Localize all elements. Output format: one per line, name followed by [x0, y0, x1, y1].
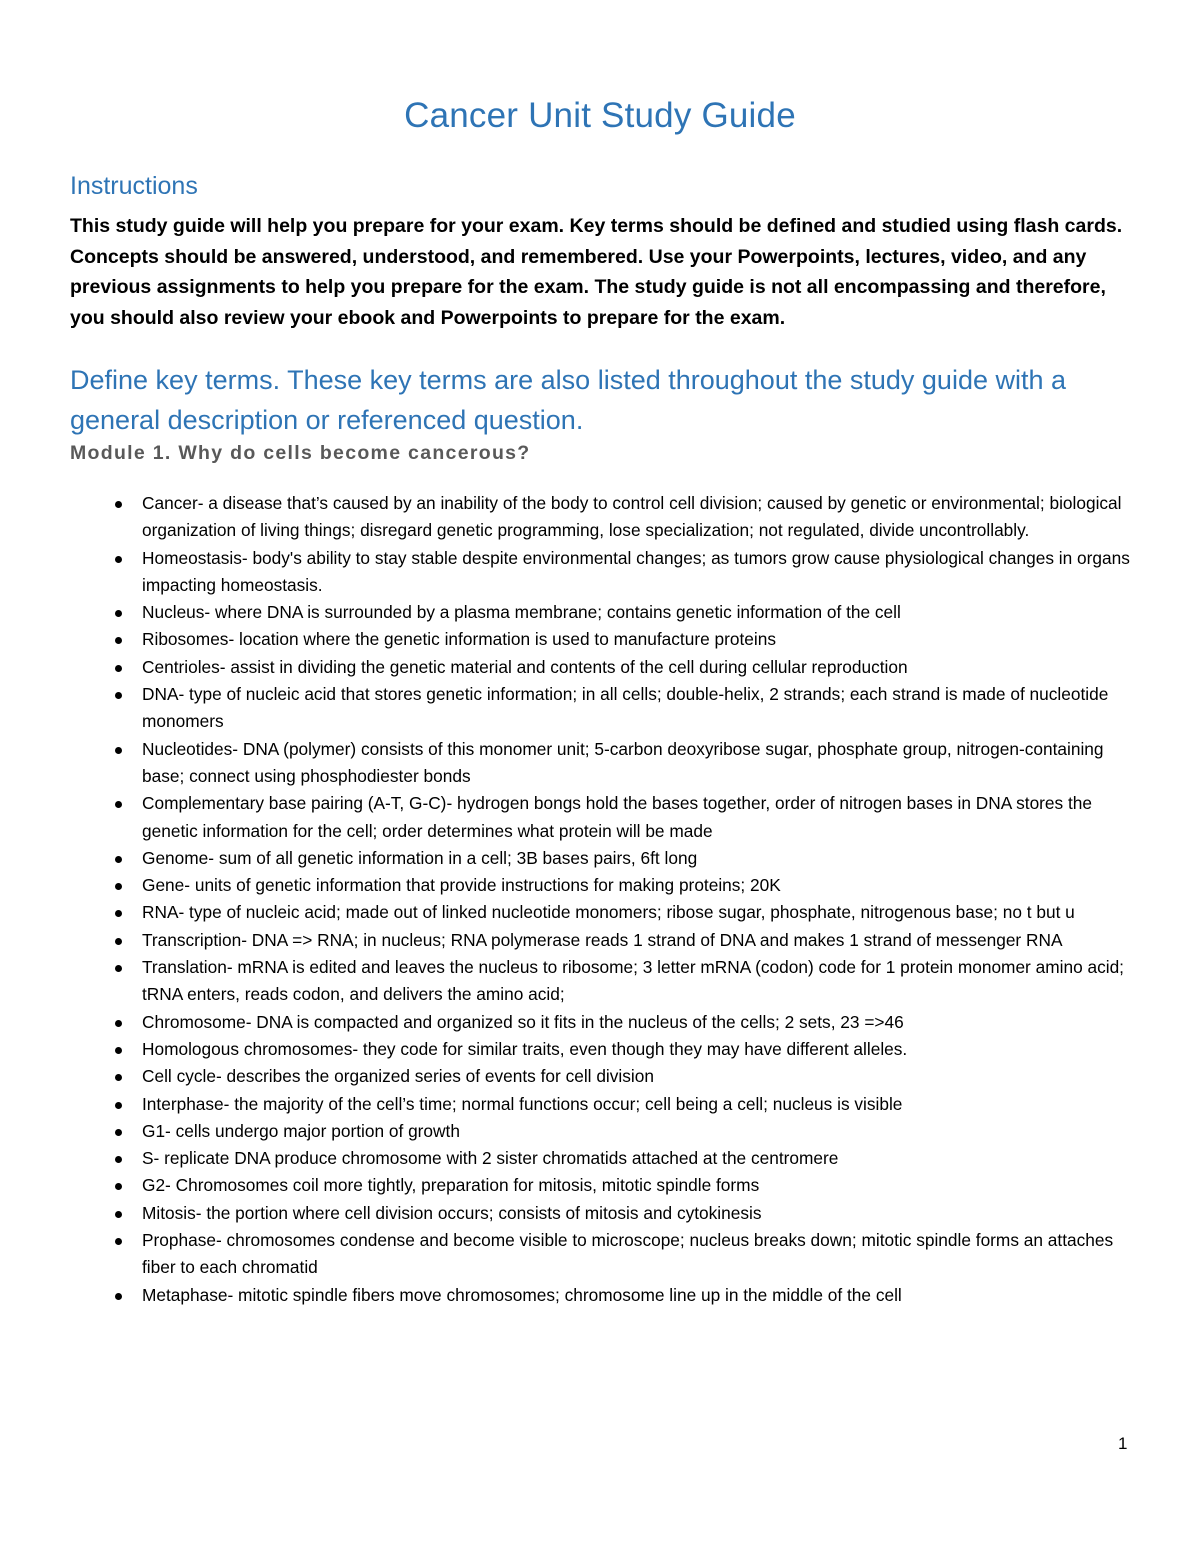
list-item — [0, 872, 1200, 899]
term-text: S- replicate DNA produce chromosome with 2 sister chromatids attached at the centromere — [142, 1148, 839, 1169]
bullet-icon — [115, 556, 122, 563]
bullet-icon — [115, 692, 122, 699]
list-item — [0, 1172, 1200, 1199]
list-item — [0, 899, 1200, 926]
list-item — [0, 1282, 1200, 1309]
term-text: Mitosis- the portion where cell division occurs; consists of mitosis and cytokinesis — [142, 1202, 762, 1223]
list-item — [0, 681, 1200, 736]
bullet-icon — [115, 665, 122, 672]
list-item — [0, 1200, 1200, 1227]
bullet-icon — [115, 856, 122, 863]
bullet-icon — [115, 747, 122, 754]
page-number: 1 — [1118, 1434, 1128, 1453]
bullet-icon — [115, 1020, 122, 1027]
instructions-heading: Instructions — [70, 172, 198, 200]
term-text: Homologous chromosomes- they code for similar traits, even though they may have different alleles. — [142, 1038, 908, 1059]
list-item — [0, 490, 1200, 545]
list-item — [0, 954, 1200, 1009]
term-text: Nucleus- where DNA is surrounded by a plasma membrane; contains genetic information of the cell — [142, 602, 901, 623]
list-item — [0, 1009, 1200, 1036]
list-item — [0, 1063, 1200, 1090]
document-title: Cancer Unit Study Guide — [404, 96, 796, 135]
bullet-icon — [115, 1238, 122, 1245]
bullet-icon — [115, 1047, 122, 1054]
list-item — [0, 626, 1200, 653]
term-text: Homeostasis- body's ability to stay stable despite environmental changes; as tumors grow cause physiological changes in organs impacting homeostasis. — [142, 547, 1130, 595]
term-text: Complementary base pairing (A-T, G-C)- hydrogen bongs hold the bases together, order of nitrogen bases in DNA stores the genetic information for the cell; order determines what protein will be made — [142, 793, 1093, 841]
term-text: DNA- type of nucleic acid that stores genetic information; in all cells; double-helix, 2 strands; each strand is made of nucleotide monomers — [142, 684, 1109, 732]
bullet-icon — [115, 1102, 122, 1109]
term-text: Prophase- chromosomes condense and become visible to microscope; nucleus breaks down; mitotic spindle forms an attaches fiber to each chromatid — [142, 1230, 1114, 1278]
module-heading: Module 1. Why do cells become cancerous? — [70, 442, 531, 464]
bullet-icon — [115, 965, 122, 972]
list-item — [0, 790, 1200, 845]
term-text: Ribosomes- location where the genetic information is used to manufacture proteins — [142, 629, 776, 650]
bullet-icon — [115, 1074, 122, 1081]
term-text: Nucleotides- DNA (polymer) consists of this monomer unit; 5-carbon deoxyribose sugar, phosphate group, nitrogen-containing base; connect using phosphodiester bonds — [142, 738, 1104, 786]
term-text: Centrioles- assist in dividing the genetic material and contents of the cell during cellular reproduction — [142, 656, 908, 677]
list-item — [0, 545, 1200, 600]
list-item — [0, 1036, 1200, 1063]
term-text: Interphase- the majority of the cell’s time; normal functions occur; cell being a cell; nucleus is visible — [142, 1093, 903, 1114]
term-text: G1- cells undergo major portion of growth — [142, 1120, 460, 1141]
term-text: Genome- sum of all genetic information in a cell; 3B bases pairs, 6ft long — [142, 847, 698, 868]
bullet-icon — [115, 637, 122, 644]
list-item — [0, 1227, 1200, 1282]
bullet-icon — [115, 910, 122, 917]
list-item — [0, 1118, 1200, 1145]
bullet-icon — [115, 1211, 122, 1218]
bullet-icon — [115, 938, 122, 945]
term-text: Cell cycle- describes the organized series of events for cell division — [142, 1066, 654, 1087]
term-text: Metaphase- mitotic spindle fibers move chromosomes; chromosome line up in the middle of the cell — [142, 1284, 902, 1305]
term-text: G2- Chromosomes coil more tightly, preparation for mitosis, mitotic spindle forms — [142, 1175, 760, 1196]
term-text: Transcription- DNA => RNA; in nucleus; RNA polymerase reads 1 strand of DNA and makes 1 strand of messenger RNA — [142, 929, 1063, 950]
list-item — [0, 1145, 1200, 1172]
bullet-icon — [115, 883, 122, 890]
bullet-icon — [115, 610, 122, 617]
bullet-icon — [115, 1129, 122, 1136]
bullet-icon — [115, 1293, 122, 1300]
term-text: Cancer- a disease that’s caused by an inability of the body to control cell division; caused by genetic or environmental; biological organization of living things; disregard genetic programming, lose specialization; not regulated, divide uncontrollably. — [142, 493, 1122, 541]
list-item — [0, 654, 1200, 681]
key-terms-list — [0, 490, 1200, 1309]
term-text: Gene- units of genetic information that provide instructions for making proteins; 20K — [142, 875, 781, 896]
define-key-terms-heading: Define key terms. These key terms are also listed throughout the study guide with a general description or referenced question. — [70, 365, 1067, 435]
list-item — [0, 1091, 1200, 1118]
list-item — [0, 845, 1200, 872]
instructions-text: This study guide will help you prepare for your exam. Key terms should be defined and studied using flash cards. Concepts should be answered, understood, and remembered. Use your Powerpoints, lectures, video, and any previous assignments to help you prepare for the exam. The study guide is not all encompassing and therefore, you should also review your ebook and Powerpoints to prepare for the exam. — [70, 215, 1123, 329]
term-text: Translation- mRNA is edited and leaves the nucleus to ribosome; 3 letter mRNA (codon) code for 1 protein monomer amino acid; tRNA enters, reads codon, and delivers the amino acid; — [142, 957, 1124, 1005]
term-text: Chromosome- DNA is compacted and organized so it fits in the nucleus of the cells; 2 sets, 23 =>46 — [142, 1011, 904, 1032]
bullet-icon — [115, 501, 122, 508]
list-item — [0, 927, 1200, 954]
list-item — [0, 599, 1200, 626]
bullet-icon — [115, 1156, 122, 1163]
term-text: RNA- type of nucleic acid; made out of linked nucleotide monomers; ribose sugar, phosphate, nitrogenous base; no t but u — [142, 902, 1075, 923]
bullet-icon — [115, 801, 122, 808]
bullet-icon — [115, 1183, 122, 1190]
list-item — [0, 736, 1200, 791]
